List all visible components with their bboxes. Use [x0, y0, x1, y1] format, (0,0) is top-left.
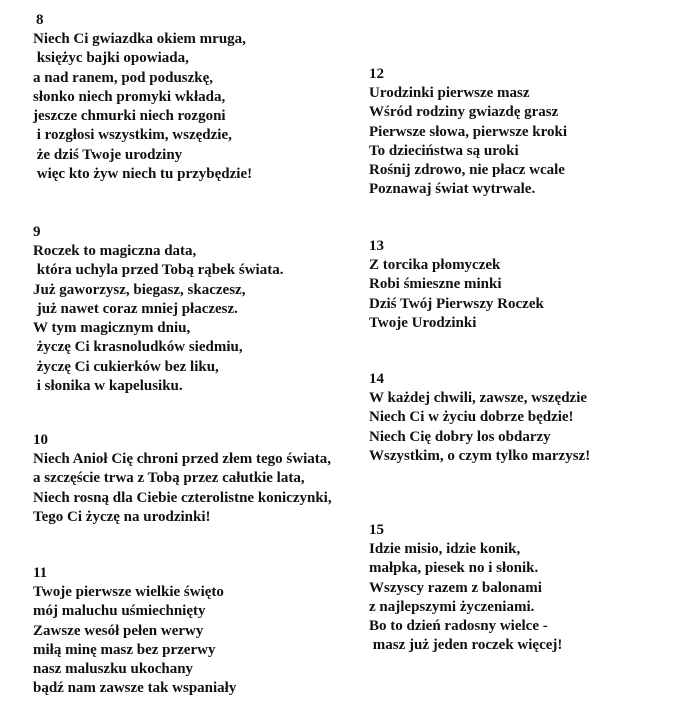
poem-line: Niech Anioł Cię chroni przed złem tego świata,: [33, 451, 332, 467]
poem-line: życzę Ci cukierków bez liku,: [33, 358, 219, 375]
poem-line: a szczęście trwa z Tobą przez całutkie lata,: [33, 470, 305, 487]
poem-line: słonko niech promyki wkłada,: [33, 88, 226, 105]
poem-line: więc kto żyw niech tu przybędzie!: [33, 166, 253, 183]
poem-line: że dziś Twoje urodziny: [33, 146, 183, 163]
poem-8: [33, 10, 252, 184]
poem-number: 12: [369, 66, 384, 82]
poem-line: miłą minę masz bez przerwy: [33, 641, 216, 658]
poem-line: Urodzinki pierwsze masz: [369, 85, 530, 101]
poem-number: 8: [36, 12, 44, 28]
poem-line: Pierwsze słowa, pierwsze kroki: [369, 123, 568, 140]
poem-11: [33, 563, 236, 699]
poem-line: Rośnij zdrowo, nie płacz wcale: [369, 162, 565, 179]
poem-line: życzę Ci krasnoludków siedmiu,: [33, 339, 243, 356]
poem-number: 14: [369, 371, 384, 387]
poem-line: Wszyscy razem z balonami: [369, 579, 542, 596]
poem-line: Zawsze wesół pełen werwy: [33, 622, 204, 639]
poem-line: i rozgłosi wszystkim, wszędzie,: [33, 127, 232, 144]
poem-12: [369, 64, 567, 200]
poem-line: Już gaworzysz, biegasz, skaczesz,: [33, 281, 246, 298]
poem-14: [369, 369, 590, 466]
poem-line: Roczek to magiczna data,: [33, 243, 197, 259]
poem-line: W każdej chwili, zawsze, wszędzie: [369, 390, 588, 406]
poem-13: [369, 236, 544, 333]
poem-line: masz już jeden roczek więcej!: [369, 637, 563, 654]
poem-line: Idzie misio, idzie konik,: [369, 541, 521, 557]
poem-line: mój maluchu uśmiechnięty: [33, 603, 206, 620]
poem-number: 10: [33, 432, 48, 448]
poem-number: 13: [369, 238, 384, 254]
poem-line: Z torcika płomyczek: [369, 257, 501, 273]
poem-line: Niech Ci w życiu dobrze będzie!: [369, 409, 574, 426]
poem-line: Bo to dzień radosny wielce -: [369, 618, 548, 635]
poem-line: jeszcze chmurki niech rozgoni: [33, 108, 226, 125]
poem-line: Niech Ci gwiazdka okiem mruga,: [33, 31, 246, 47]
poem-line: i słonika w kapelusiku.: [33, 378, 183, 395]
poem-line: nasz maluszku ukochany: [33, 661, 194, 678]
poem-line: Dziś Twój Pierwszy Roczek: [369, 295, 544, 312]
poem-line: Robi śmieszne minki: [369, 276, 502, 293]
poem-line: Poznawaj świat wytrwale.: [369, 181, 536, 198]
poem-line: Niech rosną dla Ciebie czterolistne koniczynki,: [33, 489, 332, 506]
poem-line: księżyc bajki opowiada,: [33, 50, 189, 67]
poem-line: Tego Ci życzę na urodzinki!: [33, 508, 211, 525]
poem-15: [369, 520, 562, 656]
poem-line: małpka, piesek no i słonik.: [369, 560, 539, 577]
poem-number: 9: [33, 224, 41, 240]
poem-line: która uchyla przed Tobą rąbek świata.: [33, 262, 284, 279]
poem-line: Wszystkim, o czym tylko marzysz!: [369, 447, 591, 464]
poem-line: już nawet coraz mniej płaczesz.: [33, 300, 238, 317]
poem-line: Wśród rodziny gwiazdę grasz: [369, 104, 559, 121]
poem-9: [33, 222, 283, 396]
poem-line: z najlepszymi życzeniami.: [369, 598, 535, 615]
poem-line: Twoje pierwsze wielkie święto: [33, 584, 224, 600]
poem-line: bądź nam zawsze tak wspaniały: [33, 680, 237, 697]
poem-line: W tym magicznym dniu,: [33, 320, 191, 337]
poem-number: 15: [369, 522, 384, 538]
poem-number: 11: [33, 565, 48, 581]
poem-line: a nad ranem, pod poduszkę,: [33, 69, 214, 86]
poem-line: Niech Cię dobry los obdarzy: [369, 428, 551, 445]
poem-line: Twoje Urodzinki: [369, 314, 477, 331]
poem-10: [33, 430, 332, 527]
poem-line: To dzieciństwa są uroki: [369, 142, 519, 159]
